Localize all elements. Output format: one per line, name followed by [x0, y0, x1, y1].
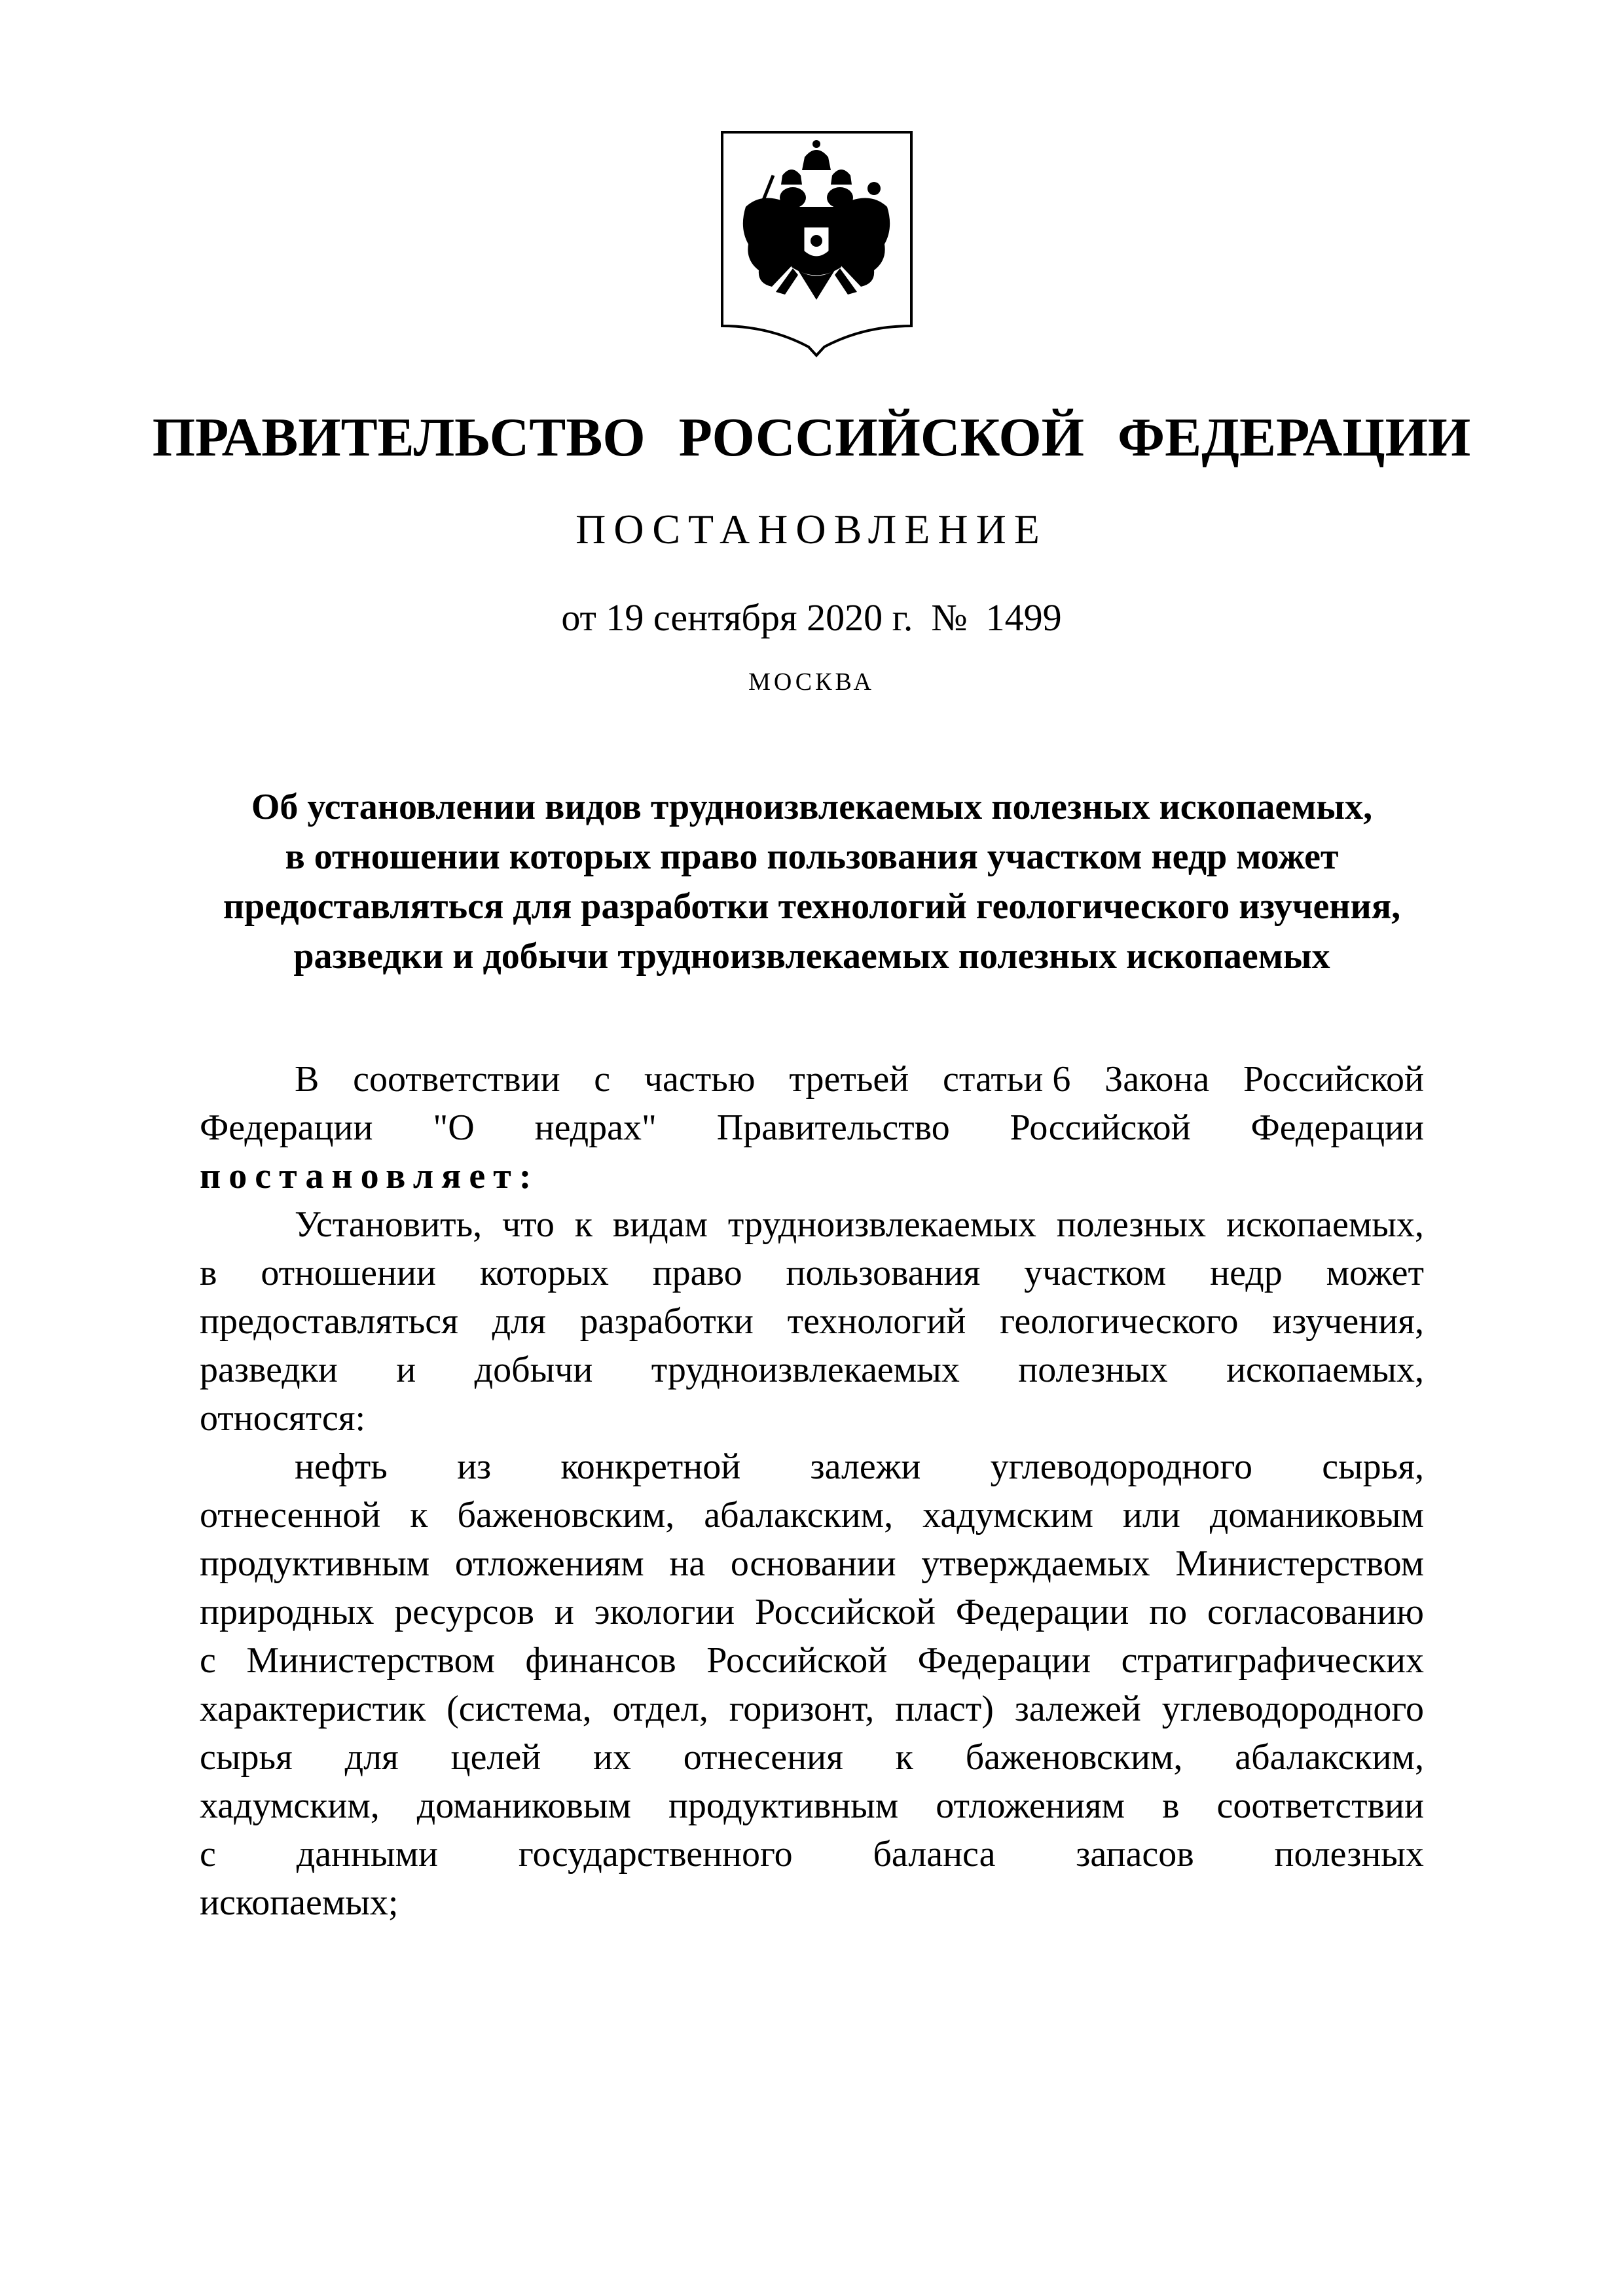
- word: хадумским: [922, 1495, 1093, 1535]
- body-line: [200, 1200, 1424, 1249]
- word: ископаемых;: [200, 1882, 399, 1923]
- word: Российской: [1010, 1107, 1191, 1148]
- document-number: 1499: [985, 596, 1062, 639]
- word: горизонт,: [729, 1689, 875, 1729]
- document-body: [200, 1055, 1424, 1927]
- body-line: [200, 1491, 1424, 1539]
- word: ресурсов: [394, 1592, 534, 1632]
- word: сырья: [200, 1737, 293, 1778]
- word: к: [574, 1204, 593, 1245]
- word: целей: [450, 1737, 541, 1778]
- word: или: [1122, 1495, 1180, 1535]
- word: Федерации: [1250, 1107, 1424, 1148]
- word: отдел,: [612, 1689, 708, 1729]
- word: хадумским,: [200, 1785, 380, 1826]
- word: нефть: [295, 1446, 388, 1487]
- word: государственного: [518, 1834, 793, 1874]
- word: что: [502, 1204, 555, 1245]
- word: трудноизвлекаемых: [651, 1350, 960, 1390]
- word: частью: [644, 1059, 756, 1100]
- body-line: [200, 1830, 1424, 1878]
- body-line: [200, 1878, 1424, 1927]
- body-line: [200, 1055, 1424, 1103]
- word: Министерством: [246, 1640, 495, 1681]
- word: соответствии: [353, 1059, 560, 1100]
- word: данными: [296, 1834, 439, 1874]
- word: для: [344, 1737, 399, 1778]
- word: третьей: [789, 1059, 909, 1100]
- word: к: [895, 1737, 913, 1778]
- word: соответствии: [1216, 1785, 1424, 1826]
- government-title: ПРАВИТЕЛЬСТВО РОССИЙСКОЙ ФЕДЕРАЦИИ: [152, 407, 1471, 468]
- word: Российской: [755, 1592, 936, 1632]
- word: недрах": [534, 1107, 657, 1148]
- word: конкретной: [560, 1446, 741, 1487]
- word: в: [1162, 1785, 1180, 1826]
- word: стратиграфических: [1121, 1640, 1424, 1681]
- word: разведки: [200, 1350, 338, 1390]
- body-line: [200, 1636, 1424, 1685]
- word: отложениям: [936, 1785, 1125, 1826]
- word: с: [200, 1640, 216, 1681]
- word: статьи 6: [942, 1059, 1071, 1100]
- subject-line: в отношении которых право пользования участком недр может: [285, 836, 1339, 877]
- word: (система,: [447, 1689, 592, 1729]
- word: полезных: [1018, 1350, 1168, 1390]
- word: запасов: [1076, 1834, 1194, 1874]
- word: отношении: [261, 1253, 436, 1293]
- word: в: [200, 1253, 217, 1293]
- word: сырья,: [1322, 1446, 1424, 1487]
- word: экологии: [594, 1592, 735, 1632]
- word: геологического: [1000, 1301, 1239, 1342]
- document-subject: [196, 782, 1427, 981]
- body-line: [200, 1443, 1424, 1491]
- word: с: [594, 1059, 611, 1100]
- word: участком: [1024, 1253, 1167, 1293]
- word: абалакским,: [704, 1495, 894, 1535]
- word: Федерации: [917, 1640, 1091, 1681]
- body-line: [200, 1394, 1424, 1443]
- word: баланса: [873, 1834, 996, 1874]
- word: доманиковым: [416, 1785, 631, 1826]
- word: Министерством: [1175, 1543, 1424, 1584]
- word: полезных: [1056, 1204, 1207, 1245]
- body-line: [200, 1103, 1424, 1152]
- word: предоставляться: [200, 1301, 458, 1342]
- word: доманиковым: [1209, 1495, 1424, 1535]
- word: пласт): [895, 1689, 994, 1729]
- word: полезных: [1274, 1834, 1424, 1874]
- document-date: от 19 сентября 2020 г.: [561, 596, 913, 639]
- word: утверждаемых: [921, 1543, 1150, 1584]
- word: добычи: [474, 1350, 593, 1390]
- word: баженовским,: [965, 1737, 1183, 1778]
- word: залежи: [810, 1446, 921, 1487]
- subject-line: Об установлении видов трудноизвлекаемых полезных ископаемых,: [251, 787, 1373, 827]
- word: с: [200, 1834, 216, 1874]
- word: отнесенной: [200, 1495, 381, 1535]
- word: абалакским,: [1235, 1737, 1424, 1778]
- word: углеводородного: [990, 1446, 1252, 1487]
- word: может: [1326, 1253, 1424, 1293]
- word: их: [593, 1737, 631, 1778]
- word: по: [1149, 1592, 1188, 1632]
- word: продуктивным: [200, 1543, 430, 1584]
- word: недр: [1210, 1253, 1283, 1293]
- word: относятся:: [200, 1398, 366, 1439]
- word: согласованию: [1207, 1592, 1424, 1632]
- decree-verb: постановляет:: [200, 1156, 539, 1196]
- word: Федерации: [200, 1107, 373, 1148]
- word: природных: [200, 1592, 374, 1632]
- word: отложениям: [454, 1543, 644, 1584]
- word: технологий: [787, 1301, 966, 1342]
- word: характеристик: [200, 1689, 426, 1729]
- city: МОСКВА: [748, 668, 875, 696]
- word: трудноизвлекаемых: [727, 1204, 1036, 1245]
- word: из: [457, 1446, 492, 1487]
- body-line: [200, 1346, 1424, 1394]
- word: финансов: [525, 1640, 676, 1681]
- body-line: [200, 1297, 1424, 1346]
- word: для: [492, 1301, 546, 1342]
- word: пользования: [786, 1253, 981, 1293]
- word: изучения,: [1272, 1301, 1424, 1342]
- word: углеводородного: [1161, 1689, 1424, 1729]
- word: основании: [730, 1543, 896, 1584]
- number-label: №: [931, 596, 968, 639]
- word: Российской: [1243, 1059, 1424, 1100]
- word: залежей: [1014, 1689, 1141, 1729]
- date-number-line: [0, 596, 1623, 639]
- word: видам: [612, 1204, 708, 1245]
- body-line: [200, 1152, 1424, 1200]
- word: на: [669, 1543, 706, 1584]
- word: и: [554, 1592, 574, 1632]
- russian-coat-of-arms-icon: [720, 130, 914, 357]
- body-line: [200, 1685, 1424, 1733]
- word: которых: [479, 1253, 609, 1293]
- subject-line: предоставляться для разработки технологий геологического изучения,: [223, 886, 1401, 927]
- word: Закона: [1104, 1059, 1210, 1100]
- word: Установить,: [295, 1204, 483, 1245]
- word: баженовским,: [457, 1495, 675, 1535]
- word: к: [410, 1495, 428, 1535]
- body-line: [200, 1588, 1424, 1636]
- word: ископаемых,: [1226, 1350, 1424, 1390]
- body-line: [200, 1733, 1424, 1782]
- word: право: [652, 1253, 742, 1293]
- word: ископаемых,: [1226, 1204, 1424, 1245]
- word: В: [295, 1059, 319, 1100]
- subject-line: разведки и добычи трудноизвлекаемых полезных ископаемых: [293, 936, 1330, 977]
- word: Правительство: [716, 1107, 950, 1148]
- document-type: ПОСТАНОВЛЕНИЕ: [575, 506, 1048, 552]
- word: Федерации: [955, 1592, 1129, 1632]
- word: и: [396, 1350, 416, 1390]
- word: "О: [433, 1107, 475, 1148]
- body-line: [200, 1249, 1424, 1297]
- word: отнесения: [683, 1737, 843, 1778]
- word: продуктивным: [668, 1785, 899, 1826]
- body-line: [200, 1782, 1424, 1830]
- word: Российской: [706, 1640, 888, 1681]
- body-line: [200, 1539, 1424, 1588]
- word: разработки: [579, 1301, 754, 1342]
